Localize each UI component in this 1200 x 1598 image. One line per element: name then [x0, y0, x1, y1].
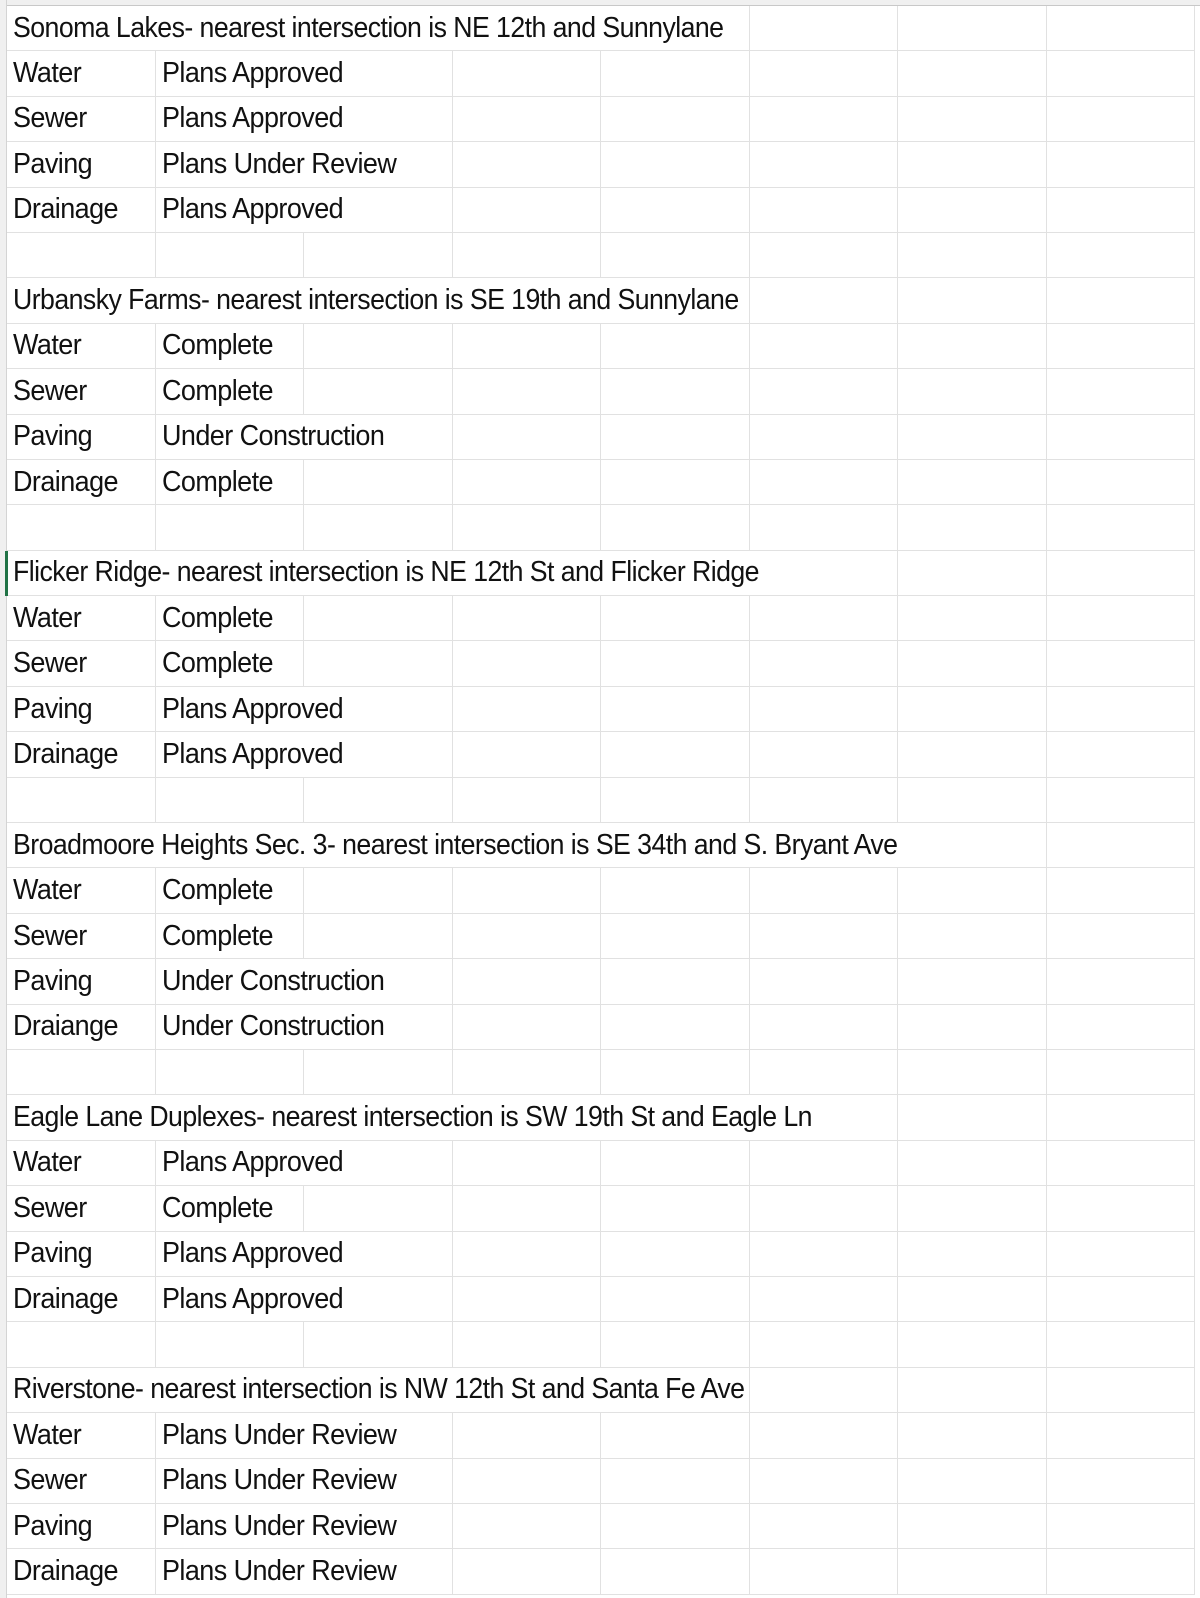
cell-G26[interactable]	[898, 1141, 1047, 1185]
cell-G25[interactable]	[898, 1095, 1047, 1139]
cell-H30[interactable]	[1047, 1322, 1196, 1366]
cell-E6[interactable]	[601, 233, 750, 277]
cell-H4[interactable]	[1047, 142, 1196, 186]
blank-row	[7, 1322, 1195, 1367]
cell-F22[interactable]	[750, 959, 899, 1003]
status-row	[7, 687, 1195, 732]
cell-E34[interactable]	[601, 1504, 750, 1548]
cell-F14[interactable]	[750, 596, 899, 640]
utility-category: Paving	[13, 147, 93, 180]
cell-E8[interactable]	[601, 324, 750, 368]
cell-G29[interactable]	[898, 1277, 1047, 1321]
utility-status: Complete	[161, 374, 273, 407]
cell-H16[interactable]	[1047, 687, 1196, 731]
cell-E12[interactable]	[601, 505, 750, 549]
cell-E24[interactable]	[601, 1050, 750, 1094]
utility-category: Paving	[13, 420, 93, 453]
cell-H24[interactable]	[1047, 1050, 1196, 1094]
cell-C27[interactable]	[304, 1186, 453, 1230]
status-row	[7, 1141, 1195, 1186]
blank-row	[7, 778, 1195, 823]
utility-category: Drainage	[13, 737, 118, 770]
cell-F27[interactable]	[750, 1186, 899, 1230]
utility-category: Water	[13, 1146, 82, 1179]
cell-C6[interactable]	[304, 233, 453, 277]
utility-status: Under Construction	[161, 420, 384, 453]
cell-E30[interactable]	[601, 1322, 750, 1366]
cell-H10[interactable]	[1047, 415, 1196, 459]
cell-F2[interactable]	[750, 51, 899, 95]
cell-E2[interactable]	[601, 51, 750, 95]
cell-H3[interactable]	[1047, 97, 1196, 141]
cell-E26[interactable]	[601, 1141, 750, 1185]
status-row	[7, 415, 1195, 460]
utility-category: Sewer	[13, 647, 87, 680]
cell-F32[interactable]	[750, 1413, 899, 1457]
status-row	[7, 1413, 1195, 1458]
cell-H19[interactable]	[1047, 823, 1196, 867]
utility-category: Draiange	[13, 1010, 118, 1043]
cell-G7[interactable]	[898, 278, 1047, 322]
cell-G27[interactable]	[898, 1186, 1047, 1230]
cell-F13[interactable]	[750, 551, 899, 595]
project-title-row	[7, 6, 1195, 51]
cell-D20[interactable]	[453, 868, 602, 912]
cell-E16[interactable]	[601, 687, 750, 731]
cell-F3[interactable]	[750, 97, 899, 141]
cell-H25[interactable]	[1047, 1095, 1196, 1139]
cell-F6[interactable]	[750, 233, 899, 277]
cell-E9[interactable]	[601, 369, 750, 413]
cell-H17[interactable]	[1047, 732, 1196, 776]
cell-F31[interactable]	[750, 1368, 899, 1412]
project-title-row	[7, 1368, 1195, 1413]
cell-H8[interactable]	[1047, 324, 1196, 368]
cell-G8[interactable]	[898, 324, 1047, 368]
cell-D35[interactable]	[453, 1549, 602, 1593]
cell-G4[interactable]	[898, 142, 1047, 186]
cell-D26[interactable]	[453, 1141, 602, 1185]
cell-G34[interactable]	[898, 1504, 1047, 1548]
cell-G18[interactable]	[898, 778, 1047, 822]
cell-D34[interactable]	[453, 1504, 602, 1548]
cell-A6[interactable]	[7, 233, 156, 277]
project-title-row	[7, 551, 1195, 596]
utility-category: Water	[13, 57, 82, 90]
active-cell-indicator	[5, 551, 8, 596]
cell-C30[interactable]	[304, 1322, 453, 1366]
cell-H5[interactable]	[1047, 188, 1196, 232]
utility-category: Water	[13, 1418, 82, 1451]
cell-H32[interactable]	[1047, 1413, 1196, 1457]
utility-category: Water	[13, 601, 82, 634]
cell-E28[interactable]	[601, 1232, 750, 1276]
cell-D28[interactable]	[453, 1232, 602, 1276]
utility-status: Plans Under Review	[161, 1554, 396, 1587]
cell-C24[interactable]	[304, 1050, 453, 1094]
status-row	[7, 1186, 1195, 1231]
cell-B18[interactable]	[156, 778, 305, 822]
utility-category: Water	[13, 874, 82, 907]
utility-status: Plans Approved	[161, 102, 343, 135]
utility-status: Plans Under Review	[161, 1509, 396, 1542]
utility-status: Plans Approved	[161, 57, 343, 90]
cell-H20[interactable]	[1047, 868, 1196, 912]
cell-G16[interactable]	[898, 687, 1047, 731]
cell-B24[interactable]	[156, 1050, 305, 1094]
cell-G5[interactable]	[898, 188, 1047, 232]
project-title: Flicker Ridge- nearest intersection is NE 12th St and Flicker Ridge	[13, 556, 759, 589]
cell-D32[interactable]	[453, 1413, 602, 1457]
cell-H2[interactable]	[1047, 51, 1196, 95]
cell-H34[interactable]	[1047, 1504, 1196, 1548]
cell-C12[interactable]	[304, 505, 453, 549]
project-title-row	[7, 823, 1195, 868]
utility-category: Drainage	[13, 1554, 118, 1587]
cell-H7[interactable]	[1047, 278, 1196, 322]
status-row	[7, 369, 1195, 414]
cell-E17[interactable]	[601, 732, 750, 776]
cell-D17[interactable]	[453, 732, 602, 776]
status-row	[7, 1549, 1195, 1594]
utility-category: Sewer	[13, 1191, 87, 1224]
cell-D3[interactable]	[453, 97, 602, 141]
utility-status: Under Construction	[161, 1010, 384, 1043]
project-title-row	[7, 1095, 1195, 1140]
status-row	[7, 914, 1195, 959]
cell-H31[interactable]	[1047, 1368, 1196, 1412]
status-row	[7, 460, 1195, 505]
cell-F16[interactable]	[750, 687, 899, 731]
cell-H29[interactable]	[1047, 1277, 1196, 1321]
utility-category: Drainage	[13, 465, 118, 498]
utility-status: Complete	[161, 874, 273, 907]
utility-category: Sewer	[13, 919, 87, 952]
utility-category: Paving	[13, 964, 93, 997]
cell-E29[interactable]	[601, 1277, 750, 1321]
cell-E4[interactable]	[601, 142, 750, 186]
cell-D5[interactable]	[453, 188, 602, 232]
utility-status: Plans Approved	[161, 692, 343, 725]
cell-E15[interactable]	[601, 641, 750, 685]
cell-F24[interactable]	[750, 1050, 899, 1094]
cell-D4[interactable]	[453, 142, 602, 186]
cell-D33[interactable]	[453, 1459, 602, 1503]
cell-G21[interactable]	[898, 914, 1047, 958]
cell-F29[interactable]	[750, 1277, 899, 1321]
status-row	[7, 97, 1195, 142]
cell-H23[interactable]	[1047, 1005, 1196, 1049]
utility-status: Plans Under Review	[161, 1464, 396, 1497]
cell-G6[interactable]	[898, 233, 1047, 277]
cell-C18[interactable]	[304, 778, 453, 822]
cell-H35[interactable]	[1047, 1549, 1196, 1593]
cell-G31[interactable]	[898, 1368, 1047, 1412]
utility-category: Drainage	[13, 193, 118, 226]
utility-category: Water	[13, 329, 82, 362]
cell-E35[interactable]	[601, 1549, 750, 1593]
cell-E10[interactable]	[601, 415, 750, 459]
cell-C20[interactable]	[304, 868, 453, 912]
blank-row	[7, 233, 1195, 278]
cell-B12[interactable]	[156, 505, 305, 549]
utility-status: Plans Under Review	[161, 147, 396, 180]
cell-F5[interactable]	[750, 188, 899, 232]
cell-F12[interactable]	[750, 505, 899, 549]
cell-D23[interactable]	[453, 1005, 602, 1049]
cell-H11[interactable]	[1047, 460, 1196, 504]
cell-G13[interactable]	[898, 551, 1047, 595]
status-row	[7, 1232, 1195, 1277]
cell-H18[interactable]	[1047, 778, 1196, 822]
cell-H26[interactable]	[1047, 1141, 1196, 1185]
cell-D29[interactable]	[453, 1277, 602, 1321]
cell-E27[interactable]	[601, 1186, 750, 1230]
cell-F8[interactable]	[750, 324, 899, 368]
cell-E22[interactable]	[601, 959, 750, 1003]
cell-B30[interactable]	[156, 1322, 305, 1366]
project-title: Sonoma Lakes- nearest intersection is NE 12th and Sunnylane	[13, 11, 724, 44]
utility-status: Complete	[161, 647, 273, 680]
cell-D27[interactable]	[453, 1186, 602, 1230]
cell-G35[interactable]	[898, 1549, 1047, 1593]
utility-category: Sewer	[13, 102, 87, 135]
cell-E23[interactable]	[601, 1005, 750, 1049]
cell-F10[interactable]	[750, 415, 899, 459]
cell-F33[interactable]	[750, 1459, 899, 1503]
cell-G9[interactable]	[898, 369, 1047, 413]
cell-D9[interactable]	[453, 369, 602, 413]
cell-G2[interactable]	[898, 51, 1047, 95]
cell-C11[interactable]	[304, 460, 453, 504]
cell-E33[interactable]	[601, 1459, 750, 1503]
cell-H14[interactable]	[1047, 596, 1196, 640]
row-header-band	[0, 0, 7, 1598]
cell-E11[interactable]	[601, 460, 750, 504]
cell-D21[interactable]	[453, 914, 602, 958]
cell-D15[interactable]	[453, 641, 602, 685]
cell-G30[interactable]	[898, 1322, 1047, 1366]
cell-F20[interactable]	[750, 868, 899, 912]
cell-C15[interactable]	[304, 641, 453, 685]
cell-G32[interactable]	[898, 1413, 1047, 1457]
cell-H15[interactable]	[1047, 641, 1196, 685]
blank-row	[7, 1050, 1195, 1095]
cell-G28[interactable]	[898, 1232, 1047, 1276]
status-row	[7, 732, 1195, 777]
cell-H28[interactable]	[1047, 1232, 1196, 1276]
utility-category: Sewer	[13, 1464, 87, 1497]
status-row	[7, 596, 1195, 641]
cell-E5[interactable]	[601, 188, 750, 232]
spreadsheet-grid[interactable]	[7, 6, 1195, 1595]
cell-H33[interactable]	[1047, 1459, 1196, 1503]
utility-status: Complete	[161, 601, 273, 634]
cell-A24[interactable]	[7, 1050, 156, 1094]
cell-C9[interactable]	[304, 369, 453, 413]
cell-D22[interactable]	[453, 959, 602, 1003]
utility-status: Plans Approved	[161, 737, 343, 770]
project-title: Eagle Lane Duplexes- nearest intersection is SW 19th St and Eagle Ln	[13, 1101, 812, 1134]
cell-E21[interactable]	[601, 914, 750, 958]
cell-F28[interactable]	[750, 1232, 899, 1276]
status-row	[7, 1277, 1195, 1322]
utility-category: Sewer	[13, 374, 87, 407]
utility-status: Plans Approved	[161, 1282, 343, 1315]
cell-F17[interactable]	[750, 732, 899, 776]
cell-F35[interactable]	[750, 1549, 899, 1593]
cell-G24[interactable]	[898, 1050, 1047, 1094]
cell-G3[interactable]	[898, 97, 1047, 141]
status-row	[7, 868, 1195, 913]
status-row	[7, 188, 1195, 233]
cell-G1[interactable]	[898, 6, 1047, 50]
cell-D2[interactable]	[453, 51, 602, 95]
cell-D24[interactable]	[453, 1050, 602, 1094]
project-title-row	[7, 278, 1195, 323]
cell-D30[interactable]	[453, 1322, 602, 1366]
cell-G10[interactable]	[898, 415, 1047, 459]
utility-status: Plans Under Review	[161, 1418, 396, 1451]
cell-G23[interactable]	[898, 1005, 1047, 1049]
cell-G17[interactable]	[898, 732, 1047, 776]
cell-A30[interactable]	[7, 1322, 156, 1366]
cell-F23[interactable]	[750, 1005, 899, 1049]
cell-A18[interactable]	[7, 778, 156, 822]
cell-G33[interactable]	[898, 1459, 1047, 1503]
cell-E20[interactable]	[601, 868, 750, 912]
cell-E32[interactable]	[601, 1413, 750, 1457]
cell-F30[interactable]	[750, 1322, 899, 1366]
utility-status: Plans Approved	[161, 1146, 343, 1179]
project-title: Urbansky Farms- nearest intersection is SE 19th and Sunnylane	[13, 284, 739, 317]
utility-category: Paving	[13, 1509, 93, 1542]
utility-status: Complete	[161, 919, 273, 952]
status-row	[7, 1005, 1195, 1050]
project-title: Riverstone- nearest intersection is NW 12th St and Santa Fe Ave	[13, 1373, 745, 1406]
utility-status: Complete	[161, 329, 273, 362]
cell-F4[interactable]	[750, 142, 899, 186]
cell-G15[interactable]	[898, 641, 1047, 685]
utility-category: Paving	[13, 692, 93, 725]
cell-F18[interactable]	[750, 778, 899, 822]
utility-status: Under Construction	[161, 964, 384, 997]
status-row	[7, 1504, 1195, 1549]
cell-D14[interactable]	[453, 596, 602, 640]
cell-F21[interactable]	[750, 914, 899, 958]
utility-status: Plans Approved	[161, 193, 343, 226]
cell-H6[interactable]	[1047, 233, 1196, 277]
status-row	[7, 142, 1195, 187]
cell-G19[interactable]	[898, 823, 1047, 867]
cell-F26[interactable]	[750, 1141, 899, 1185]
cell-D18[interactable]	[453, 778, 602, 822]
cell-D8[interactable]	[453, 324, 602, 368]
cell-H22[interactable]	[1047, 959, 1196, 1003]
cell-E3[interactable]	[601, 97, 750, 141]
status-row	[7, 641, 1195, 686]
utility-category: Drainage	[13, 1282, 118, 1315]
cell-D6[interactable]	[453, 233, 602, 277]
cell-H21[interactable]	[1047, 914, 1196, 958]
cell-D10[interactable]	[453, 415, 602, 459]
status-row	[7, 51, 1195, 96]
cell-G22[interactable]	[898, 959, 1047, 1003]
cell-H27[interactable]	[1047, 1186, 1196, 1230]
cell-F1[interactable]	[750, 6, 899, 50]
project-title: Broadmoore Heights Sec. 3- nearest intersection is SE 34th and S. Bryant Ave	[13, 828, 898, 861]
cell-H9[interactable]	[1047, 369, 1196, 413]
status-row	[7, 1459, 1195, 1504]
status-row	[7, 324, 1195, 369]
cell-G12[interactable]	[898, 505, 1047, 549]
cell-G14[interactable]	[898, 596, 1047, 640]
cell-C8[interactable]	[304, 324, 453, 368]
cell-D16[interactable]	[453, 687, 602, 731]
cell-C14[interactable]	[304, 596, 453, 640]
cell-H1[interactable]	[1047, 6, 1196, 50]
cell-E18[interactable]	[601, 778, 750, 822]
utility-status: Plans Approved	[161, 1237, 343, 1270]
cell-C21[interactable]	[304, 914, 453, 958]
cell-E14[interactable]	[601, 596, 750, 640]
utility-category: Paving	[13, 1237, 93, 1270]
utility-status: Complete	[161, 1191, 273, 1224]
cell-F7[interactable]	[750, 278, 899, 322]
cell-G20[interactable]	[898, 868, 1047, 912]
cell-F15[interactable]	[750, 641, 899, 685]
blank-row	[7, 505, 1195, 550]
cell-F34[interactable]	[750, 1504, 899, 1548]
status-row	[7, 959, 1195, 1004]
cell-A12[interactable]	[7, 505, 156, 549]
cell-F9[interactable]	[750, 369, 899, 413]
cell-G11[interactable]	[898, 460, 1047, 504]
utility-status: Complete	[161, 465, 273, 498]
cell-D12[interactable]	[453, 505, 602, 549]
cell-H12[interactable]	[1047, 505, 1196, 549]
cell-D11[interactable]	[453, 460, 602, 504]
cell-B6[interactable]	[156, 233, 305, 277]
cell-F11[interactable]	[750, 460, 899, 504]
cell-H13[interactable]	[1047, 551, 1196, 595]
